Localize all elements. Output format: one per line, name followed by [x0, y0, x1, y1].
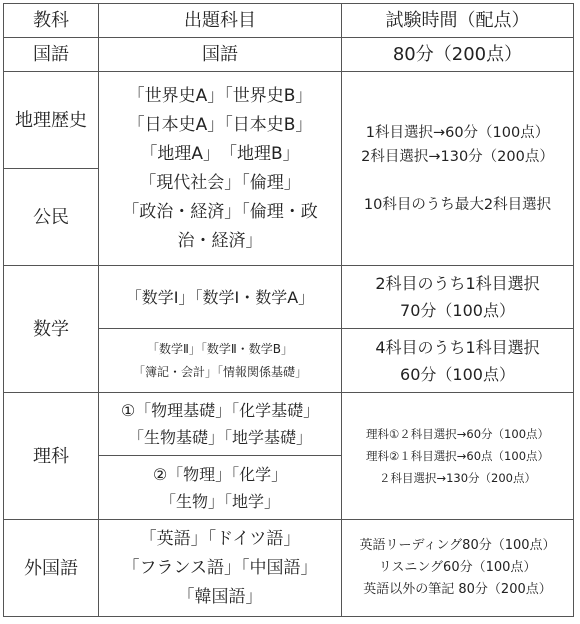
- header-items: 出題科目: [184, 10, 256, 31]
- time-line: 英語リーディング80分（100点）: [359, 538, 556, 553]
- time-line: 2科目のうち1科目選択: [375, 274, 540, 293]
- header-items-cell: [99, 4, 341, 37]
- time-line: 70分（100点）: [400, 301, 515, 320]
- math-subject: 数学: [33, 318, 69, 340]
- japanese-subject-cell: [4, 38, 98, 71]
- table-border: [573, 3, 574, 617]
- exam-subjects-table: [3, 3, 574, 617]
- japanese-time-cell: [342, 38, 573, 71]
- geo-history-subject-cell: [4, 72, 98, 168]
- list-item: 「生物」「地学」: [159, 491, 280, 511]
- social-items-cell: [99, 72, 341, 265]
- list-item: 「韓国語」: [177, 586, 263, 607]
- math-group1-items-cell: [99, 266, 341, 328]
- japanese-subject: 国語: [33, 44, 69, 65]
- japanese-items: 国語: [202, 44, 238, 65]
- time-line: 10科目のうち最大2科目選択: [363, 196, 552, 213]
- time-line: 英語以外の筆記 80分（200点）: [363, 582, 552, 597]
- foreign-items-cell: [99, 520, 341, 616]
- time-line: 4科目のうち1科目選択: [375, 337, 540, 357]
- science-group2-items-cell: [99, 456, 341, 519]
- civics-subject: 公民: [33, 206, 69, 228]
- header-subject-cell: [4, 4, 98, 37]
- science-group1-items-cell: [99, 393, 341, 455]
- japanese-time: 80分（200点）: [392, 44, 523, 65]
- header-time: 試験時間（配点）: [385, 10, 530, 31]
- time-line: ２科目選択→130分（200点）: [378, 471, 537, 485]
- list-item: 治・経済」: [177, 230, 263, 251]
- time-line: 理科②１科目選択→60点（100点）: [365, 449, 550, 463]
- foreign-subject-cell: [4, 520, 98, 616]
- geo-history-subject: 地理歴史: [15, 109, 87, 131]
- math-group1-time-cell: [342, 266, 573, 328]
- list-item: 「現代社会」「倫理」: [139, 172, 301, 193]
- math-group2-time-cell: [342, 329, 573, 392]
- science-subject-cell: [4, 393, 98, 519]
- list-item: 「生物基礎」「地学基礎」: [127, 428, 312, 447]
- time-line: 1科目選択→60分（100点）: [365, 124, 550, 141]
- list-item: 「地理A」 「地理B」: [140, 143, 300, 164]
- header-time-cell: [342, 4, 573, 37]
- list-item: 「政治・経済」「倫理・政: [122, 201, 318, 222]
- foreign-time-cell: [342, 520, 573, 616]
- list-item: 「数学Ⅰ」「数学Ⅰ・数学A」: [125, 287, 315, 307]
- math-group2-items-cell: [99, 329, 341, 392]
- list-item: ②「物理」「化学」: [152, 464, 288, 484]
- social-time-cell: [342, 72, 573, 265]
- civics-subject-cell: [4, 169, 98, 265]
- list-item: 「世界史A」「世界史B」: [127, 85, 313, 106]
- math-subject-cell: [4, 266, 98, 392]
- science-subject: 理科: [33, 445, 69, 467]
- science-time-cell: [342, 393, 573, 519]
- list-item: 「日本史A」「日本史B」: [127, 114, 313, 135]
- list-item: ①「物理基礎」「化学基礎」: [120, 401, 320, 420]
- table-border: [3, 616, 574, 617]
- time-line: リスニング60分（100点）: [378, 560, 537, 575]
- japanese-items-cell: [99, 38, 341, 71]
- time-line: 2科目選択→130分（200点）: [361, 148, 554, 165]
- list-item: 「簿記・会計」「情報関係基礎」: [132, 364, 307, 379]
- header-subject: 教科: [33, 10, 69, 31]
- time-line: 理科①２科目選択→60分（100点）: [365, 427, 550, 441]
- list-item: 「フランス語」「中国語」: [122, 557, 318, 578]
- list-item: 「数学Ⅱ」「数学Ⅱ・数学B」: [146, 341, 294, 356]
- time-line: 60分（100点）: [400, 364, 515, 384]
- foreign-subject: 外国語: [24, 557, 78, 579]
- list-item: 「英語」「ドイツ語」: [139, 528, 301, 549]
